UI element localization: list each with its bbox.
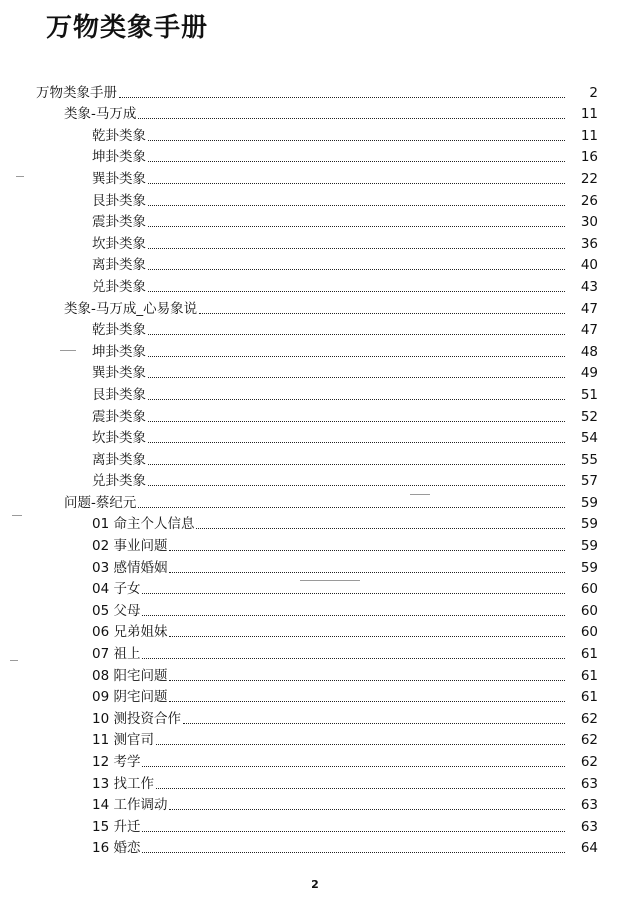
toc-entry-title: 15 升迁 bbox=[92, 818, 141, 835]
dot-leader bbox=[148, 421, 565, 422]
toc-entry-page: 63 bbox=[580, 775, 598, 792]
dot-leader bbox=[148, 334, 565, 335]
toc-entry-title: 兑卦类象 bbox=[92, 473, 146, 490]
toc-entry bbox=[0, 685, 630, 707]
dot-leader bbox=[148, 399, 565, 400]
toc-entry bbox=[0, 102, 630, 124]
toc-entry bbox=[0, 210, 630, 232]
dot-leader bbox=[138, 118, 565, 119]
dot-leader bbox=[148, 140, 565, 141]
scan-mark bbox=[10, 660, 18, 661]
dot-leader bbox=[148, 161, 565, 162]
toc-entry bbox=[0, 382, 630, 404]
toc-entry-page: 30 bbox=[580, 214, 598, 231]
dot-leader bbox=[148, 183, 565, 184]
dot-leader bbox=[148, 205, 565, 206]
dot-leader bbox=[148, 269, 565, 270]
toc-entry bbox=[0, 145, 630, 167]
toc-entry-title: 坤卦类象 bbox=[92, 149, 146, 166]
toc-entry-title: 06 兄弟姐妹 bbox=[92, 624, 168, 641]
toc-entry-page: 61 bbox=[580, 646, 598, 663]
toc-entry-page: 60 bbox=[580, 581, 598, 598]
toc-entry bbox=[0, 620, 630, 642]
toc-entry bbox=[0, 426, 630, 448]
toc-entry bbox=[0, 512, 630, 534]
toc-entry-title: 类象-马万成_心易象说 bbox=[64, 300, 198, 317]
toc-entry-title: 类象-马万成 bbox=[64, 106, 137, 123]
toc-entry bbox=[0, 793, 630, 815]
scan-mark bbox=[410, 494, 430, 495]
dot-leader bbox=[142, 658, 565, 659]
toc-entry-page: 63 bbox=[580, 797, 598, 814]
toc-entry bbox=[0, 361, 630, 383]
toc-entry-page: 59 bbox=[580, 516, 598, 533]
dot-leader bbox=[148, 464, 565, 465]
toc-entry bbox=[0, 339, 630, 361]
toc-entry-title: 04 子女 bbox=[92, 581, 141, 598]
toc-entry-page: 62 bbox=[580, 754, 598, 770]
toc-entry-page: 36 bbox=[580, 235, 598, 252]
toc-entry-title: 16 婚恋 bbox=[92, 840, 141, 857]
toc-entry-page: 47 bbox=[580, 300, 598, 317]
toc-entry-page: 57 bbox=[580, 473, 598, 490]
toc-entry-title: 震卦类象 bbox=[92, 408, 146, 425]
dot-leader bbox=[148, 226, 565, 227]
toc-entry-title: 艮卦类象 bbox=[92, 386, 146, 403]
toc-entry-title: 问题-蔡纪元 bbox=[64, 494, 137, 511]
dot-leader bbox=[148, 485, 565, 486]
toc-entry-title: 01 命主个人信息 bbox=[92, 516, 195, 533]
toc-entry-title: 巽卦类象 bbox=[92, 365, 146, 382]
toc-entry bbox=[0, 771, 630, 793]
toc-entry-title: 巽卦类象 bbox=[92, 170, 146, 187]
dot-leader bbox=[196, 528, 565, 529]
toc-entry-page: 54 bbox=[580, 430, 598, 447]
table-of-contents bbox=[0, 80, 630, 857]
dot-leader bbox=[138, 507, 565, 508]
toc-entry-title: 乾卦类象 bbox=[92, 127, 146, 144]
toc-entry-title: 09 阴宅问题 bbox=[92, 689, 168, 706]
toc-entry-page: 62 bbox=[580, 710, 598, 727]
dot-leader bbox=[169, 701, 565, 702]
toc-entry-title: 13 找工作 bbox=[92, 775, 154, 792]
page-number: 2 bbox=[311, 878, 319, 891]
toc-entry bbox=[0, 123, 630, 145]
toc-entry-page: 2 bbox=[589, 84, 598, 101]
toc-entry-title: 11 测官司 bbox=[92, 732, 154, 749]
toc-entry-title: 离卦类象 bbox=[92, 257, 146, 274]
toc-entry bbox=[0, 274, 630, 296]
toc-entry-title: 08 阳宅问题 bbox=[92, 667, 168, 684]
toc-entry bbox=[0, 749, 630, 771]
toc-entry-title: 乾卦类象 bbox=[92, 322, 146, 339]
toc-entry bbox=[0, 404, 630, 426]
scan-mark bbox=[60, 350, 76, 351]
toc-entry bbox=[0, 663, 630, 685]
toc-entry-page: 22 bbox=[580, 170, 598, 187]
document-title: 万物类象手册 bbox=[46, 13, 209, 43]
toc-entry-page: 61 bbox=[580, 689, 598, 706]
scan-mark bbox=[12, 515, 22, 516]
toc-entry bbox=[0, 728, 630, 750]
dot-leader bbox=[183, 723, 565, 724]
dot-leader bbox=[148, 356, 565, 357]
dot-leader bbox=[156, 744, 565, 745]
dot-leader bbox=[199, 313, 565, 314]
dot-leader bbox=[169, 572, 565, 573]
dot-leader bbox=[142, 852, 565, 853]
toc-entry bbox=[0, 231, 630, 253]
toc-entry bbox=[0, 447, 630, 469]
toc-entry bbox=[0, 469, 630, 491]
toc-entry-page: 40 bbox=[580, 257, 598, 274]
toc-entry-page: 59 bbox=[580, 559, 598, 576]
toc-entry-title: 震卦类象 bbox=[92, 214, 146, 231]
dot-leader bbox=[169, 680, 565, 681]
dot-leader bbox=[119, 97, 565, 98]
dot-leader bbox=[169, 550, 565, 551]
toc-entry-page: 55 bbox=[580, 451, 598, 468]
toc-entry bbox=[0, 318, 630, 340]
toc-entry bbox=[0, 555, 630, 577]
toc-entry bbox=[0, 814, 630, 836]
dot-leader bbox=[169, 636, 565, 637]
toc-entry-page: 47 bbox=[580, 322, 598, 339]
toc-entry-page: 60 bbox=[580, 602, 598, 619]
scan-mark bbox=[300, 580, 360, 581]
toc-entry-title: 坎卦类象 bbox=[92, 235, 146, 252]
toc-entry-title: 坎卦类象 bbox=[92, 430, 146, 447]
dot-leader bbox=[169, 809, 565, 810]
toc-entry-page: 63 bbox=[580, 818, 598, 835]
scan-mark bbox=[16, 176, 24, 177]
toc-entry-title: 14 工作调动 bbox=[92, 797, 168, 814]
toc-entry-page: 61 bbox=[580, 667, 598, 684]
dot-leader bbox=[148, 377, 565, 378]
toc-entry-title: 兑卦类象 bbox=[92, 278, 146, 295]
toc-entry-title: 万物类象手册 bbox=[36, 84, 117, 101]
toc-entry bbox=[0, 188, 630, 210]
toc-entry bbox=[0, 598, 630, 620]
toc-entry-title: 艮卦类象 bbox=[92, 192, 146, 209]
toc-entry bbox=[0, 836, 630, 858]
toc-entry-page: 11 bbox=[580, 127, 598, 144]
toc-entry bbox=[0, 533, 630, 555]
dot-leader bbox=[148, 291, 565, 292]
toc-entry-page: 64 bbox=[580, 840, 598, 857]
toc-entry-title: 10 测投资合作 bbox=[92, 710, 181, 727]
toc-entry-title: 12 考学 bbox=[92, 754, 141, 770]
toc-entry-title: 02 事业问题 bbox=[92, 538, 168, 555]
toc-entry bbox=[0, 296, 630, 318]
toc-entry-title: 坤卦类象 bbox=[92, 343, 146, 360]
toc-entry-page: 52 bbox=[580, 408, 598, 425]
toc-entry-page: 59 bbox=[580, 538, 598, 555]
toc-entry-page: 60 bbox=[580, 624, 598, 641]
toc-entry-title: 离卦类象 bbox=[92, 451, 146, 468]
toc-entry bbox=[0, 80, 630, 102]
toc-entry-page: 49 bbox=[580, 365, 598, 382]
dot-leader bbox=[142, 831, 565, 832]
toc-entry bbox=[0, 641, 630, 663]
dot-leader bbox=[142, 593, 565, 594]
dot-leader bbox=[142, 615, 565, 616]
toc-entry bbox=[0, 706, 630, 728]
toc-entry bbox=[0, 253, 630, 275]
toc-entry-page: 11 bbox=[580, 106, 598, 123]
toc-entry-page: 43 bbox=[580, 278, 598, 295]
dot-leader bbox=[156, 788, 565, 789]
toc-entry-page: 48 bbox=[580, 343, 598, 360]
dot-leader bbox=[148, 248, 565, 249]
toc-entry-title: 07 祖上 bbox=[92, 646, 141, 663]
toc-entry-title: 03 感情婚姻 bbox=[92, 559, 168, 576]
toc-entry-page: 16 bbox=[580, 149, 598, 166]
dot-leader bbox=[148, 442, 565, 443]
toc-entry-page: 59 bbox=[580, 494, 598, 511]
toc-entry bbox=[0, 490, 630, 512]
dot-leader bbox=[142, 766, 565, 767]
toc-entry-page: 51 bbox=[580, 386, 598, 403]
toc-entry-page: 62 bbox=[580, 732, 598, 749]
toc-entry-title: 05 父母 bbox=[92, 602, 141, 619]
toc-entry-page: 26 bbox=[580, 192, 598, 209]
toc-entry bbox=[0, 166, 630, 188]
